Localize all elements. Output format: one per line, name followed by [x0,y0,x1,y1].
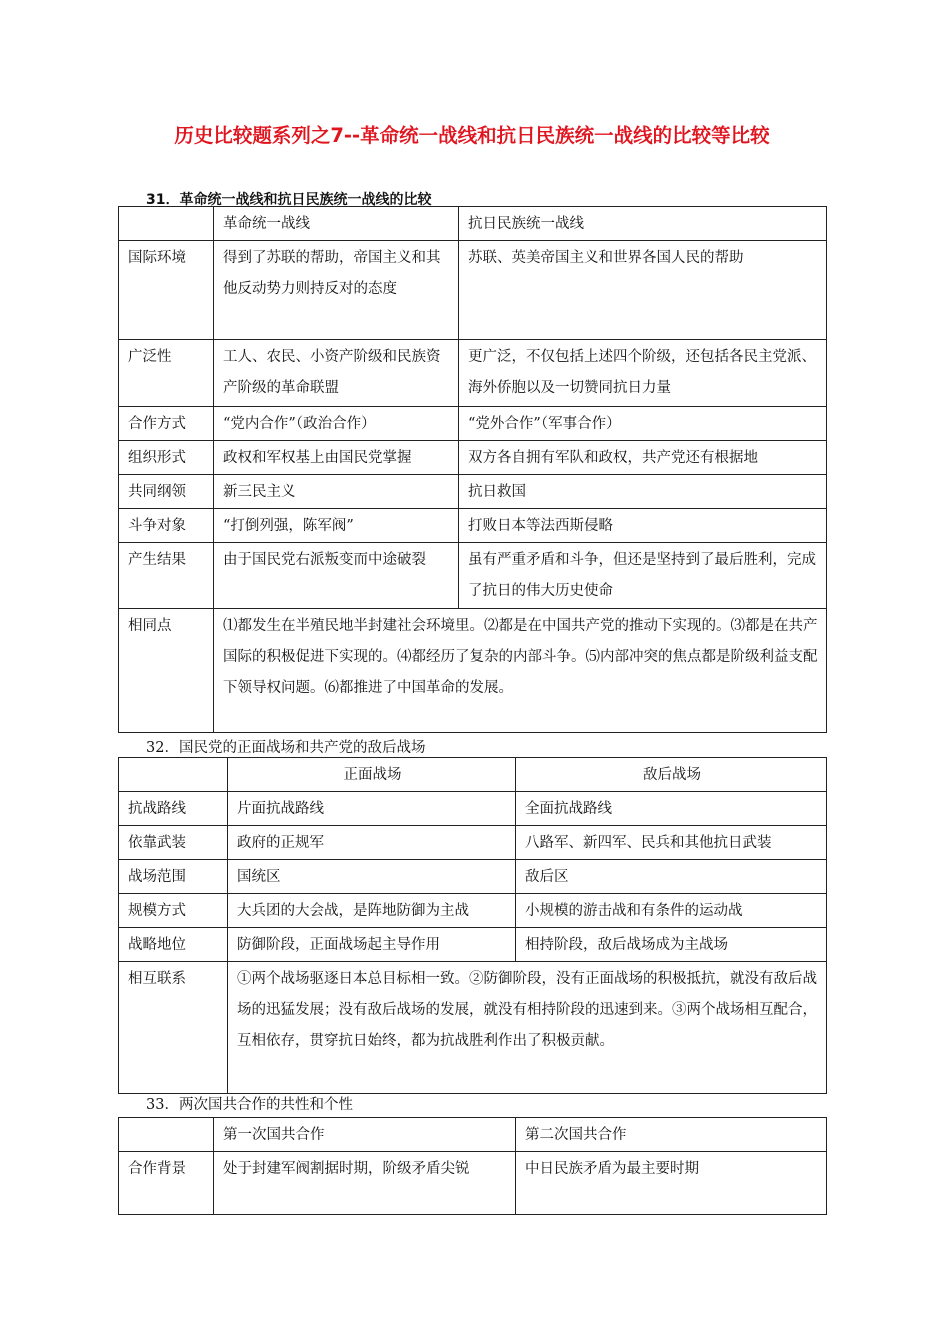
table-row [119,792,827,826]
header-cell [119,207,214,241]
header-cell: 敌后战场 [516,758,827,792]
relation-cell: ①两个战场驱逐日本总目标相一致。②防御阶段，没有正面战场的积极抵抗，就没有敌后战场的迅猛发展；没有敌后战场的发展，就没有相持阶段的迅速到来。③两个战场相互配合，互相依存，贯穿抗日始终，都为抗战胜利作出了积极贡献。 [228,962,827,1094]
table-row [119,928,827,962]
table-row [119,441,827,475]
cell: 国统区 [228,860,516,894]
section-31-caption: 31．革命统一战线和抗日民族统一战线的比较 [146,192,432,208]
row-label: 广泛性 [119,340,214,407]
row-label: 战场范围 [119,860,228,894]
row-label: 斗争对象 [119,509,214,543]
table-row [119,509,827,543]
table-row [119,1118,827,1152]
row-label: 合作背景 [119,1152,214,1215]
header-cell: 第二次国共合作 [516,1118,827,1152]
table-row [119,543,827,609]
cell: 得到了苏联的帮助，帝国主义和其他反动势力则持反对的态度 [214,241,459,340]
cell: 更广泛，不仅包括上述四个阶级，还包括各民主党派、海外侨胞以及一切赞同抗日力量 [459,340,827,407]
table-32 [118,757,827,1094]
common-points-cell: ⑴都发生在半殖民地半封建社会环境里。⑵都是在中国共产党的推动下实现的。⑶都是在共产国际的积极促进下实现的。⑷都经历了复杂的内部斗争。⑸内部冲突的焦点都是阶级利益支配下领导权问题。⑹都推进了中国革命的发展。 [214,609,827,733]
header-cell: 抗日民族统一战线 [459,207,827,241]
cell: 敌后区 [516,860,827,894]
cell: 政权和军权基上由国民党掌握 [214,441,459,475]
row-label: 组织形式 [119,441,214,475]
table-row [119,609,827,733]
row-label: 国际环境 [119,241,214,340]
row-label: 产生结果 [119,543,214,609]
section-33-caption: 33．两次国共合作的共性和个性 [146,1097,353,1113]
cell: 双方各自拥有军队和政权，共产党还有根据地 [459,441,827,475]
cell: 片面抗战路线 [228,792,516,826]
page-title: 历史比较题系列之7--革命统一战线和抗日民族统一战线的比较等比较 [174,124,770,147]
table-row [119,962,827,1094]
table-row [119,826,827,860]
table-row [119,407,827,441]
cell: 中日民族矛盾为最主要时期 [516,1152,827,1215]
cell: 政府的正规军 [228,826,516,860]
cell: 全面抗战路线 [516,792,827,826]
cell: 打败日本等法西斯侵略 [459,509,827,543]
row-label: 共同纲领 [119,475,214,509]
cell: 由于国民党右派叛变而中途破裂 [214,543,459,609]
row-label: 战略地位 [119,928,228,962]
cell: 小规模的游击战和有条件的运动战 [516,894,827,928]
table-row [119,340,827,407]
table-row [119,207,827,241]
cell: 八路军、新四军、民兵和其他抗日武装 [516,826,827,860]
header-cell [119,1118,214,1152]
row-label: 依靠武装 [119,826,228,860]
cell: 防御阶段，正面战场起主导作用 [228,928,516,962]
row-label: 规模方式 [119,894,228,928]
cell: 苏联、英美帝国主义和世界各国人民的帮助 [459,241,827,340]
cell: 相持阶段，敌后战场成为主战场 [516,928,827,962]
cell: 大兵团的大会战，是阵地防御为主战 [228,894,516,928]
cell: 新三民主义 [214,475,459,509]
cell: “党外合作”（军事合作） [459,407,827,441]
section-32-caption: 32．国民党的正面战场和共产党的敌后战场 [146,740,426,756]
cell: 虽有严重矛盾和斗争，但还是坚持到了最后胜利，完成了抗日的伟大历史使命 [459,543,827,609]
table-31 [118,206,827,733]
cell: 处于封建军阀割据时期，阶级矛盾尖锐 [214,1152,516,1215]
row-label: 合作方式 [119,407,214,441]
header-cell: 正面战场 [228,758,516,792]
cell: “党内合作”（政治合作） [214,407,459,441]
header-cell: 第一次国共合作 [214,1118,516,1152]
table-row [119,241,827,340]
table-row [119,1152,827,1215]
row-label: 相互联系 [119,962,228,1094]
table-33 [118,1117,827,1215]
cell: 抗日救国 [459,475,827,509]
table-row [119,475,827,509]
header-cell [119,758,228,792]
header-cell: 革命统一战线 [214,207,459,241]
table-row [119,860,827,894]
table-row [119,894,827,928]
table-row [119,758,827,792]
cell: “打倒列强，陈军阀” [214,509,459,543]
cell: 工人、农民、小资产阶级和民族资产阶级的革命联盟 [214,340,459,407]
row-label: 相同点 [119,609,214,733]
row-label: 抗战路线 [119,792,228,826]
